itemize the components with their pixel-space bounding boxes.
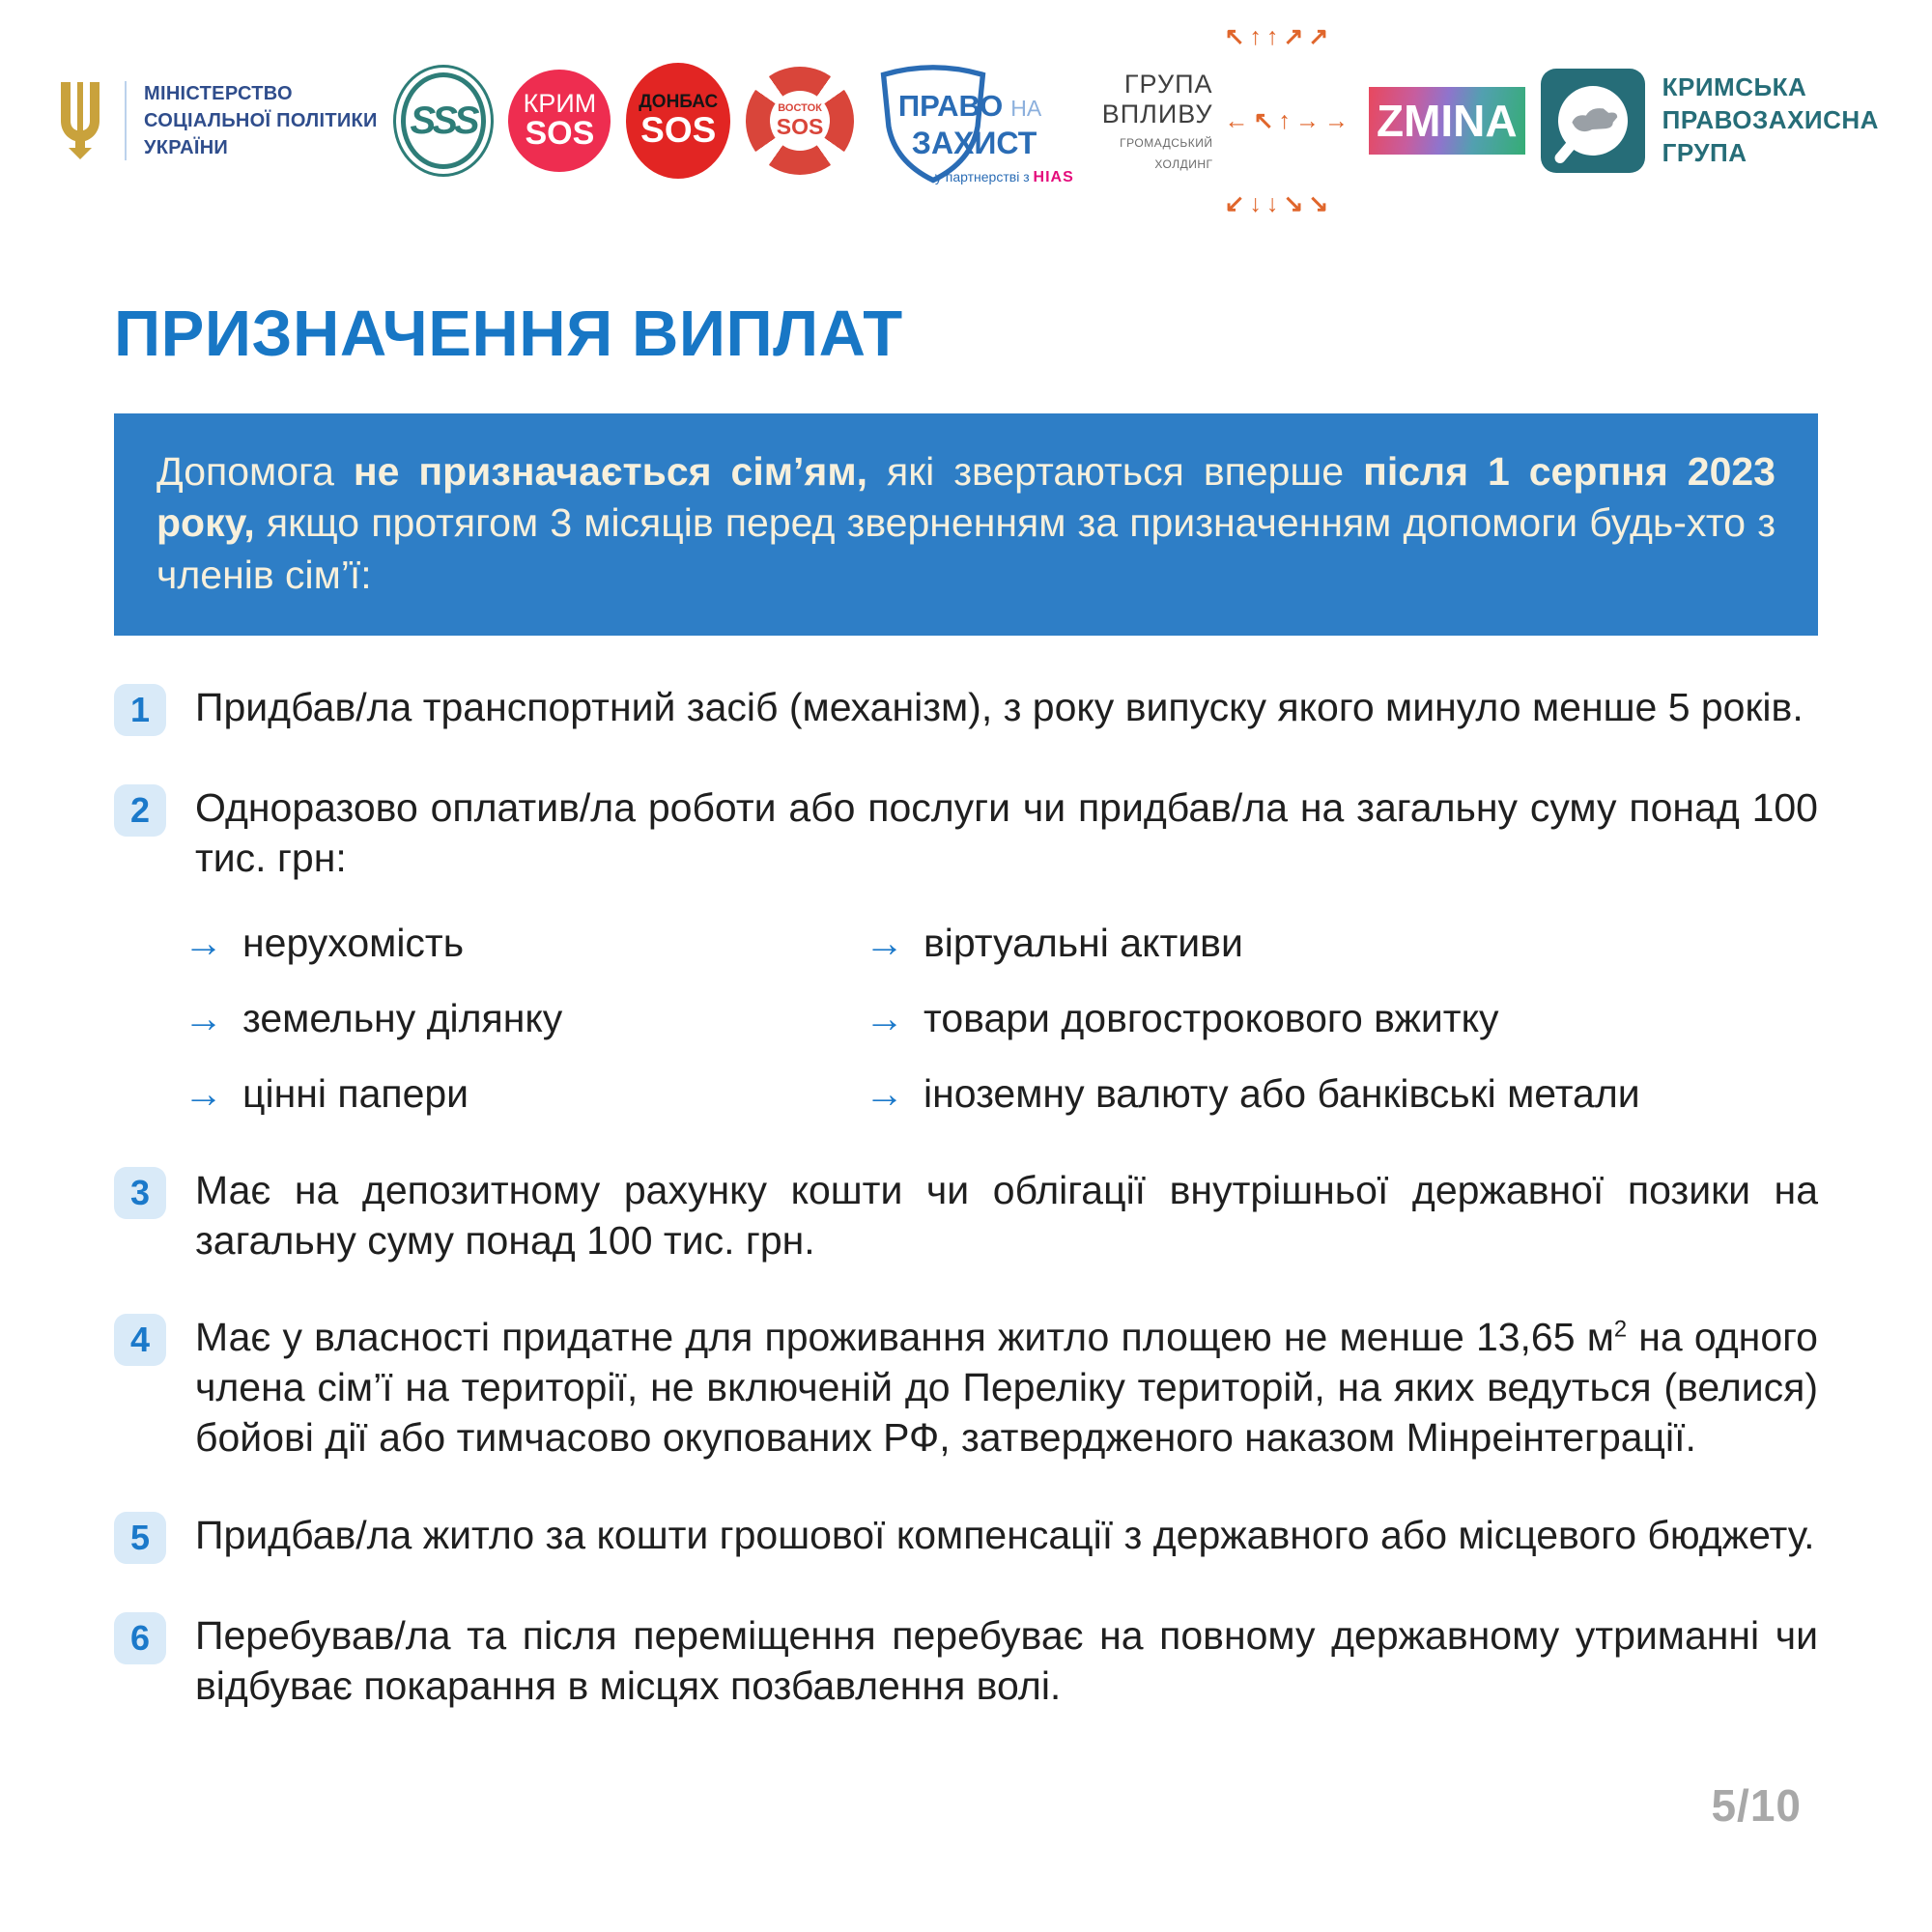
- arrow-icon: →: [184, 1071, 223, 1117]
- vostok-sos-bottom-text: SOS: [776, 113, 824, 139]
- pravo-na-zakhyst-logo: [869, 56, 1087, 186]
- sss-logo-text: SSS: [410, 99, 476, 142]
- bullet-text: земельну ділянку: [242, 996, 563, 1041]
- zmina-logo: [1369, 87, 1525, 155]
- list-item: [184, 1068, 865, 1119]
- logo-divider: [125, 81, 127, 160]
- intro-text-bold: після 1 серпня 2023 року,: [156, 449, 1776, 546]
- crimean-group-line: ПРАВОЗАХИСНА: [1662, 105, 1879, 135]
- zmina-logo-text: ZMINA: [1369, 87, 1525, 155]
- crimean-hr-group-logo: [1541, 69, 1879, 173]
- list-item: [865, 1068, 1818, 1119]
- item-text: Одноразово оплатив/ла роботи або послуги чи придбав/ла на загальну суму понад 100 тис. грн:: [195, 784, 1818, 880]
- item-text: Придбав/ла житло за кошти грошової компенсації з державного або місцевого бюджету.: [195, 1512, 1815, 1557]
- vostok-sos-logo: [746, 67, 854, 175]
- krym-sos-logo: [508, 70, 611, 172]
- item-text-segment: Має у власності придатне для проживання житло площею не менше 13,65 м: [195, 1315, 1614, 1360]
- intro-text: якщо протягом 3 місяців перед зверненням за призначенням допомоги будь-хто з членів сім’ї:: [156, 500, 1776, 597]
- bullet-text: цінні папери: [242, 1071, 469, 1117]
- intro-text: Допомога: [156, 449, 354, 494]
- intro-highlight-box: [114, 413, 1818, 636]
- ministry-social-policy-logo: [53, 80, 378, 161]
- vostok-sos-top-text: ВОСТОК: [778, 102, 822, 115]
- vplyvu-subline: ГРОМАДСЬКИЙ: [1120, 135, 1213, 150]
- bullet-text: віртуальні активи: [923, 921, 1243, 966]
- lifebuoy-icon: [746, 67, 854, 175]
- item-number-badge: 5: [114, 1512, 166, 1564]
- impact-arrows-icon: ↖↑↑↗↗ ←↖↑→→ ↙↓↓↘↘: [1224, 23, 1353, 217]
- vplyvu-line: ВПЛИВУ: [1101, 99, 1213, 128]
- item-text: Перебував/ла та після переміщення перебуває на повному державному утриманні чи відбуває покарання в місцях позбавлення волі.: [195, 1612, 1818, 1708]
- vplyvu-line: ГРУПА: [1123, 69, 1213, 99]
- magnifier-crimea-icon: [1541, 69, 1645, 173]
- arrow-icon: →: [184, 921, 223, 966]
- vplyvu-subline: ХОЛДИНГ: [1154, 157, 1213, 172]
- krym-sos-bottom-text: SOS: [525, 115, 595, 153]
- content-area: [0, 297, 1932, 1711]
- list-item: [184, 993, 865, 1043]
- sub-bullet-grid: [184, 918, 1818, 1119]
- list-item: [114, 682, 1818, 736]
- list-item: [865, 918, 1818, 968]
- sss-ring-icon: [393, 65, 494, 177]
- item-number-badge: 6: [114, 1612, 166, 1664]
- sss-logo: [393, 65, 494, 177]
- krym-sos-circle-icon: [508, 70, 611, 172]
- partner-logo-strip: [0, 0, 1932, 217]
- list-item: [114, 1165, 1818, 1265]
- arrow-icon: →: [865, 921, 904, 966]
- hrupa-vplyvu-logo: [1102, 0, 1353, 273]
- item-text: Придбав/ла транспортний засіб (механізм), з року випуску якого минуло менше 5 років.: [195, 684, 1804, 729]
- item-number-badge: 2: [114, 784, 166, 837]
- bullet-text: товари довгострокового вжитку: [923, 996, 1499, 1041]
- list-item: [865, 993, 1818, 1043]
- list-item: [114, 1510, 1818, 1564]
- item-text-segment: на одного члена сім’ї на території, не включеній до Переліку територій, на яких ведуться (велися) бойові дії або тимчасово окупованих РФ, затвердженого наказом Мінреінтеграції.: [195, 1315, 1818, 1461]
- crimean-group-line: КРИМСЬКА: [1662, 72, 1807, 102]
- pravo-word: ПРАВО: [897, 88, 1004, 123]
- crimean-group-line: ГРУПА: [1662, 137, 1747, 167]
- arrow-icon: →: [865, 1071, 904, 1117]
- item-number-badge: 4: [114, 1314, 166, 1366]
- donbas-sos-bottom-text: SOS: [640, 109, 717, 150]
- arrow-icon: →: [184, 996, 223, 1041]
- ministry-name-line: УКРАЇНИ: [144, 137, 229, 158]
- intro-text-bold: не призначається сім’ям,: [353, 449, 868, 494]
- ministry-name-line: МІНІСТЕРСТВО: [144, 83, 293, 104]
- hias-brand-text: HIAS: [1033, 168, 1074, 185]
- donbas-sos-top-text: ДОНБАС: [639, 91, 719, 112]
- list-item: [114, 1610, 1818, 1711]
- donbas-sos-circle-icon: [626, 63, 730, 179]
- tryzub-icon: [53, 80, 107, 161]
- item-number-badge: 3: [114, 1167, 166, 1219]
- list-item: [184, 918, 865, 968]
- superscript: 2: [1613, 1316, 1628, 1343]
- pravo-partner-text: у партнерстві з: [934, 168, 1030, 185]
- arrow-icon: →: [865, 996, 904, 1041]
- item-text: [195, 1312, 1818, 1463]
- bullet-text: іноземну валюту або банківські метали: [923, 1071, 1640, 1117]
- list-item: [114, 782, 1818, 883]
- intro-text: які звертаються вперше: [867, 449, 1364, 494]
- item-text: Має на депозитному рахунку кошти чи облігації внутрішньої державної позики на загальну суму понад 100 тис. грн.: [195, 1168, 1818, 1264]
- item-number-badge: 1: [114, 684, 166, 736]
- ministry-name-line: СОЦІАЛЬНОЇ ПОЛІТИКИ: [144, 110, 378, 131]
- list-item: [114, 1312, 1818, 1463]
- pravo-na-word: НА: [1010, 95, 1042, 121]
- pravo-zakhyst-word: ЗАХИСТ: [911, 125, 1037, 160]
- page-title: ПРИЗНАЧЕННЯ ВИПЛАТ: [114, 298, 903, 370]
- bullet-text: нерухомість: [242, 921, 465, 966]
- page-number: 5/10: [1711, 1780, 1802, 1831]
- krym-sos-top-text: КРИМ: [523, 88, 597, 118]
- donbas-sos-logo: [626, 63, 730, 179]
